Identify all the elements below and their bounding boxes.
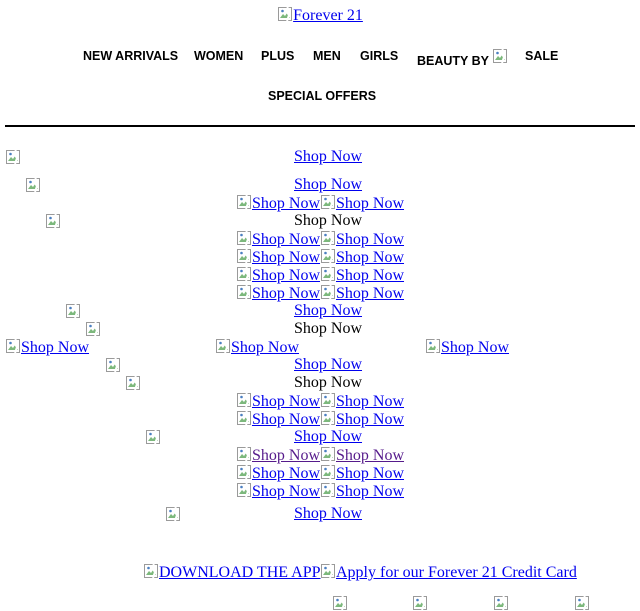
shop-now-label: Shop Now: [252, 465, 321, 482]
nav-sale[interactable]: SALE: [525, 49, 559, 63]
broken-image-icon: [320, 410, 336, 426]
nav-men[interactable]: MEN: [313, 49, 341, 63]
shop-now-label: Shop Now: [336, 465, 405, 482]
nav-beauty-by-label: BEAUTY BY: [417, 54, 489, 68]
shop-now-link-visited[interactable]: [236, 446, 320, 465]
shop-now-text: Shop Now: [294, 212, 363, 229]
shop-now-label: Shop Now: [252, 483, 321, 500]
broken-image-icon: [236, 410, 252, 426]
credit-card-label: Apply for our Forever 21 Credit Card: [336, 564, 577, 581]
beauty-brand-broken-image-icon: [492, 48, 508, 64]
social-broken-image-icon[interactable]: [493, 595, 509, 611]
credit-card-link[interactable]: [320, 563, 577, 582]
shop-now-label: Shop Now: [336, 195, 405, 212]
shop-now-link[interactable]: [215, 338, 299, 357]
broken-image-icon: [236, 266, 252, 282]
logo-row: [0, 6, 640, 25]
broken-image-icon: [236, 194, 252, 210]
shop-now-label: Shop Now: [252, 411, 321, 428]
shop-now-link[interactable]: [236, 464, 320, 483]
shop-now-label: Shop Now: [336, 483, 405, 500]
shop-now-link[interactable]: [236, 482, 320, 501]
nav-plus[interactable]: PLUS: [261, 49, 295, 63]
nav-beauty-by[interactable]: [417, 48, 508, 69]
broken-image-icon: [425, 338, 441, 354]
broken-image-icon: [320, 266, 336, 282]
header-divider: [5, 125, 635, 127]
shop-now-link[interactable]: [236, 284, 320, 303]
broken-image-icon: [236, 392, 252, 408]
shop-now-link[interactable]: [5, 338, 89, 357]
shop-now-link[interactable]: [425, 338, 509, 357]
social-broken-image-icon[interactable]: [332, 595, 348, 611]
shop-now-link[interactable]: Shop Now: [294, 148, 363, 165]
shop-now-label: Shop Now: [21, 339, 90, 356]
nav-special-offers[interactable]: SPECIAL OFFERS: [268, 89, 377, 103]
shop-now-label: Shop Now: [336, 249, 405, 266]
shop-now-link[interactable]: Shop Now: [294, 428, 363, 445]
shop-now-text: Shop Now: [294, 320, 363, 337]
shop-now-link[interactable]: Shop Now: [294, 356, 363, 373]
social-broken-image-icon[interactable]: [412, 595, 428, 611]
shop-now-link[interactable]: [236, 248, 320, 267]
shop-now-link-visited[interactable]: [320, 446, 404, 465]
shop-now-label: Shop Now: [336, 393, 405, 410]
broken-image-icon: [5, 338, 21, 354]
broken-image-icon: [320, 230, 336, 246]
shop-now-label: Shop Now: [252, 231, 321, 248]
shop-now-label: Shop Now: [252, 447, 321, 464]
logo-alt-text: Forever 21: [293, 7, 363, 24]
shop-now-label: Shop Now: [441, 339, 510, 356]
broken-image-icon: [320, 392, 336, 408]
broken-image-icon: [320, 464, 336, 480]
shop-now-label: Shop Now: [252, 249, 321, 266]
shop-now-link[interactable]: [236, 410, 320, 429]
broken-image-icon: [320, 194, 336, 210]
broken-image-icon: [320, 446, 336, 462]
banner-broken-image-icon: [85, 321, 101, 337]
shop-now-link[interactable]: [236, 230, 320, 249]
shop-now-text: Shop Now: [294, 374, 363, 391]
shop-now-label: Shop Now: [231, 339, 300, 356]
shop-now-link[interactable]: Shop Now: [294, 176, 363, 193]
shop-now-link[interactable]: [236, 266, 320, 285]
broken-image-icon: [236, 446, 252, 462]
broken-image-icon: [236, 284, 252, 300]
nav-women[interactable]: WOMEN: [194, 49, 244, 63]
shop-now-link[interactable]: Shop Now: [294, 302, 363, 319]
shop-now-link[interactable]: [320, 248, 404, 267]
shop-now-link[interactable]: [320, 392, 404, 411]
broken-image-icon: [320, 482, 336, 498]
broken-image-icon: [277, 6, 293, 22]
shop-now-link[interactable]: [320, 266, 404, 285]
shop-now-link[interactable]: [236, 194, 320, 213]
shop-now-label: Shop Now: [336, 231, 405, 248]
broken-image-icon: [215, 338, 231, 354]
download-app-label: DOWNLOAD THE APP: [159, 564, 321, 581]
shop-now-link[interactable]: [320, 230, 404, 249]
nav-girls[interactable]: GIRLS: [360, 49, 399, 63]
shop-now-link[interactable]: Shop Now: [294, 505, 363, 522]
shop-now-link[interactable]: [320, 482, 404, 501]
banner-broken-image-icon: [25, 177, 41, 193]
shop-now-label: Shop Now: [336, 447, 405, 464]
broken-image-icon: [320, 284, 336, 300]
banner-broken-image-icon: [165, 506, 181, 522]
broken-image-icon: [320, 563, 336, 579]
shop-now-label: Shop Now: [336, 411, 405, 428]
nav-new-arrivals[interactable]: NEW ARRIVALS: [83, 49, 179, 63]
banner-broken-image-icon: [65, 303, 81, 319]
shop-now-link[interactable]: [236, 392, 320, 411]
shop-now-label: Shop Now: [252, 195, 321, 212]
banner-broken-image-icon: [5, 149, 21, 165]
shop-now-label: Shop Now: [252, 267, 321, 284]
shop-now-label: Shop Now: [252, 285, 321, 302]
banner-broken-image-icon: [125, 375, 141, 391]
logo-link[interactable]: [277, 7, 363, 24]
broken-image-icon: [236, 464, 252, 480]
broken-image-icon: [320, 248, 336, 264]
banner-broken-image-icon: [145, 429, 161, 445]
download-app-link[interactable]: [143, 563, 320, 582]
broken-image-icon: [236, 248, 252, 264]
shop-now-link[interactable]: [320, 410, 404, 429]
social-broken-image-icon[interactable]: [574, 595, 590, 611]
shop-now-label: Shop Now: [336, 267, 405, 284]
broken-image-icon: [143, 563, 159, 579]
shop-now-link[interactable]: [320, 194, 404, 213]
shop-now-label: Shop Now: [336, 285, 405, 302]
shop-now-label: Shop Now: [252, 393, 321, 410]
broken-image-icon: [236, 482, 252, 498]
banner-broken-image-icon: [105, 357, 121, 373]
shop-now-link[interactable]: [320, 284, 404, 303]
broken-image-icon: [236, 230, 252, 246]
banner-broken-image-icon: [45, 213, 61, 229]
shop-now-link[interactable]: [320, 464, 404, 483]
